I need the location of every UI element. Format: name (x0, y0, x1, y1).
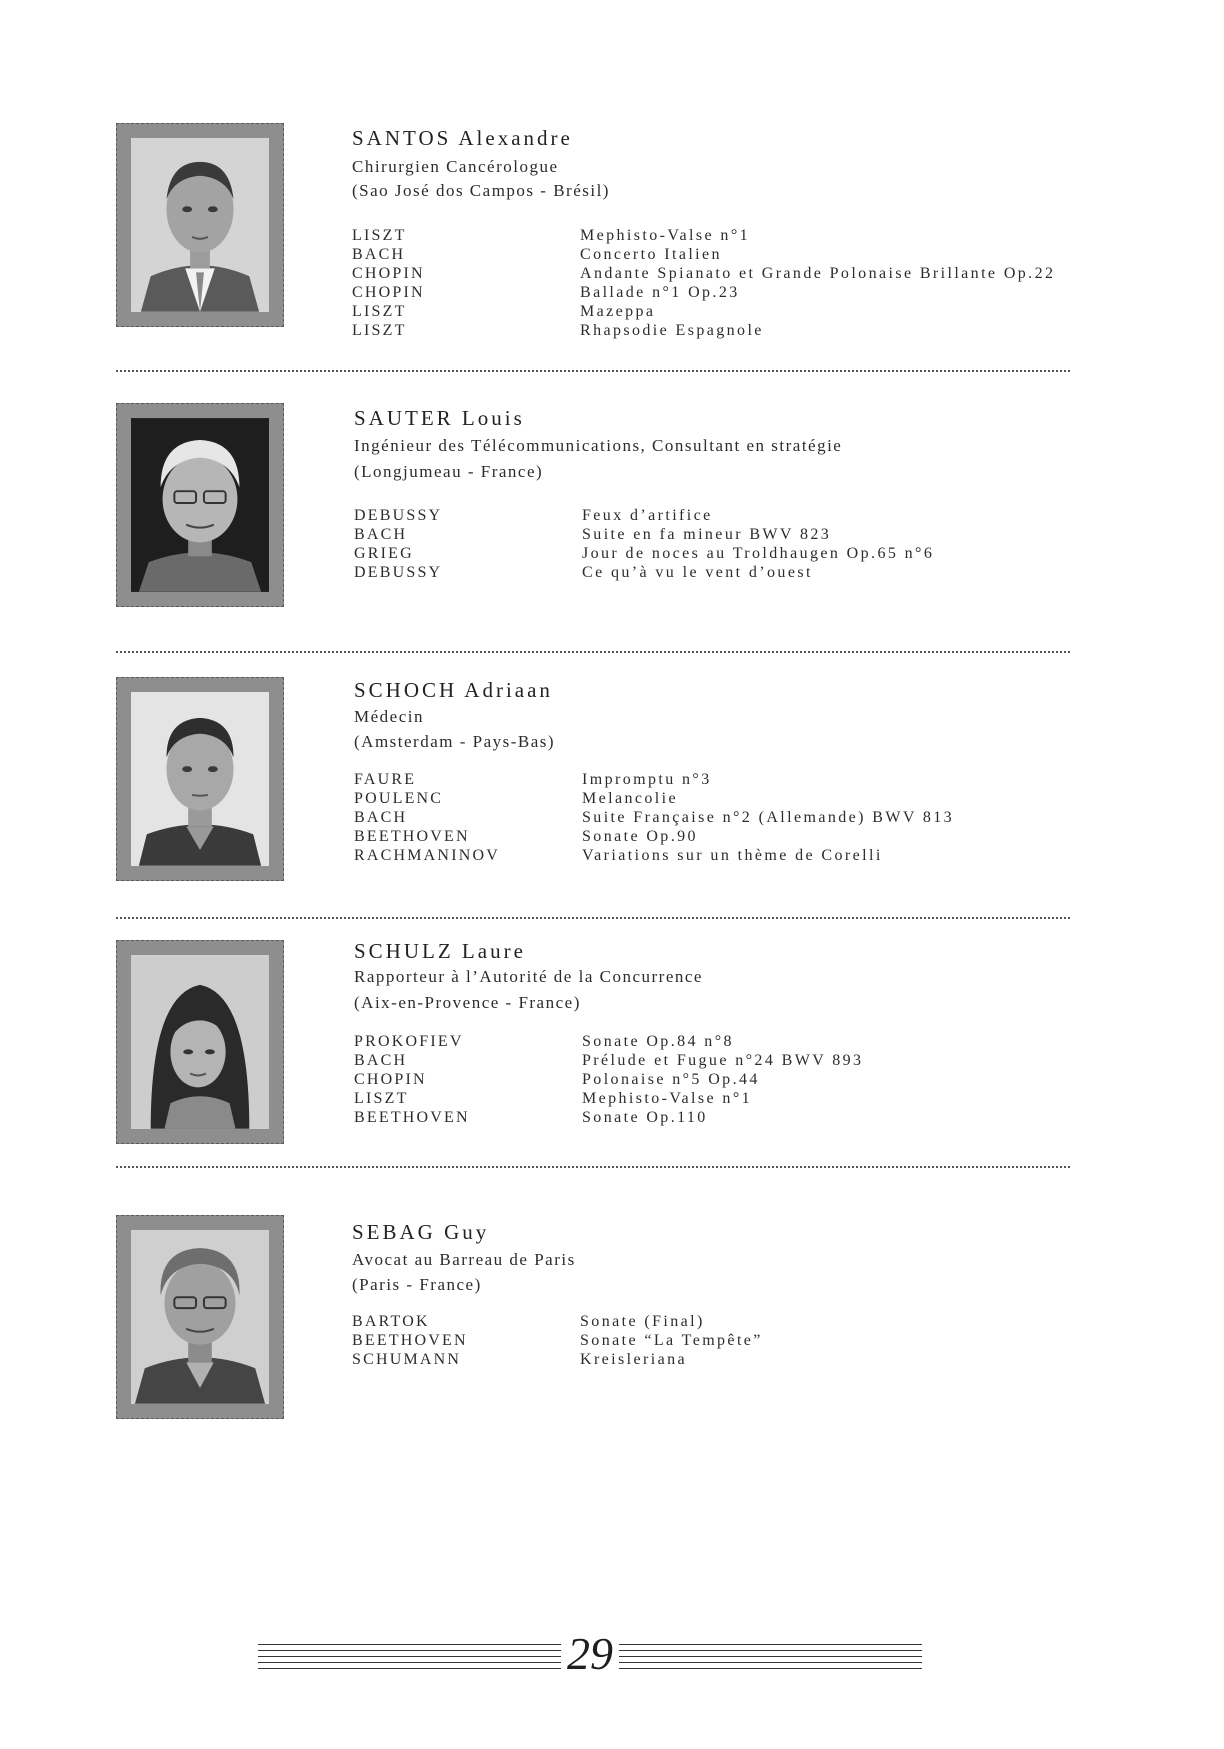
program-item (354, 789, 954, 808)
program-item (352, 302, 1055, 321)
program-item (354, 1108, 863, 1127)
composer: BARTOK (352, 1313, 430, 1330)
program-list (354, 1032, 863, 1127)
portrait-image (131, 138, 269, 312)
composer: CHOPIN (354, 1071, 427, 1088)
composer: PROKOFIEV (354, 1033, 464, 1050)
piece-title: Melancolie (582, 790, 678, 807)
dotted-separator (116, 1166, 1070, 1168)
program-item (354, 1070, 863, 1089)
piece-title: Mazeppa (580, 303, 656, 320)
dotted-separator (116, 917, 1070, 919)
portrait-photo (131, 418, 269, 592)
program-list (352, 1312, 763, 1369)
page-number-text: 29 (561, 1628, 619, 1679)
composer: CHOPIN (352, 265, 425, 282)
program-item (352, 321, 1055, 340)
composer: POULENC (354, 790, 444, 807)
performer-profession: Avocat au Barreau de Paris (352, 1250, 576, 1269)
composer: FAURE (354, 771, 417, 788)
piece-title: Andante Spianato et Grande Polonaise Brillante Op.22 (580, 265, 1056, 282)
composer: BEETHOVEN (354, 828, 470, 845)
composer: DEBUSSY (354, 564, 443, 581)
piece-title: Kreisleriana (580, 1351, 687, 1368)
performer-profession: Ingénieur des Télécommunications, Consultant en stratégie (354, 436, 843, 455)
piece-title: Sonate “La Tempête” (580, 1332, 763, 1349)
program-item (354, 808, 954, 827)
program-item (352, 283, 1055, 302)
composer: DEBUSSY (354, 507, 443, 524)
performer-location: (Longjumeau - France) (354, 462, 544, 481)
composer: BEETHOVEN (352, 1332, 468, 1349)
performer-location: (Paris - France) (352, 1275, 482, 1294)
composer: BACH (354, 526, 408, 543)
program-item (354, 770, 954, 789)
composer: CHOPIN (352, 284, 425, 301)
program-list (354, 770, 954, 865)
program-item (354, 544, 934, 563)
program-item (354, 846, 954, 865)
portrait-frame (116, 403, 284, 607)
performer-name: SEBAG Guy (352, 1220, 490, 1244)
performer-name: SAUTER Louis (354, 406, 525, 430)
page-footer (258, 1628, 922, 1679)
piece-title: Concerto Italien (580, 246, 722, 263)
program-item (352, 264, 1055, 283)
portrait-photo (131, 138, 269, 312)
composer: LISZT (352, 227, 407, 244)
program-item (352, 1331, 763, 1350)
portrait-image (131, 692, 269, 866)
portrait-photo (131, 1230, 269, 1404)
piece-title: Sonate Op.84 n°8 (582, 1033, 734, 1050)
piece-title: Feux d’artifice (582, 507, 713, 524)
program-item (354, 1051, 863, 1070)
performer-location: (Aix-en-Provence - France) (354, 993, 581, 1012)
program-list (354, 506, 934, 582)
piece-title: Sonate (Final) (580, 1313, 705, 1330)
portrait-photo (131, 955, 269, 1129)
composer: GRIEG (354, 545, 414, 562)
portrait-frame (116, 123, 284, 327)
page-number (258, 1628, 922, 1679)
piece-title: Rhapsodie Espagnole (580, 322, 764, 339)
piece-title: Jour de noces au Troldhaugen Op.65 n°6 (582, 545, 935, 562)
portrait-frame (116, 677, 284, 881)
dotted-separator (116, 370, 1070, 372)
composer: LISZT (352, 303, 407, 320)
portrait-image (131, 418, 269, 592)
composer: BACH (352, 246, 406, 263)
portrait-frame (116, 1215, 284, 1419)
program-item (352, 1312, 763, 1331)
performer-location: (Amsterdam - Pays-Bas) (354, 732, 556, 751)
program-item (352, 226, 1055, 245)
composer: SCHUMANN (352, 1351, 462, 1368)
composer: BACH (354, 809, 408, 826)
composer: LISZT (352, 322, 407, 339)
program-item (352, 245, 1055, 264)
composer: BEETHOVEN (354, 1109, 470, 1126)
composer: RACHMANINOV (354, 847, 500, 864)
piece-title: Polonaise n°5 Op.44 (582, 1071, 760, 1088)
performer-name: SCHULZ Laure (354, 939, 526, 963)
program-item (354, 1089, 863, 1108)
piece-title: Sonate Op.110 (582, 1109, 708, 1126)
performer-name: SCHOCH Adriaan (354, 678, 553, 702)
portrait-image (131, 955, 269, 1129)
piece-title: Prélude et Fugue n°24 BWV 893 (582, 1052, 864, 1069)
performer-profession: Chirurgien Cancérologue (352, 157, 559, 176)
program-item (354, 563, 934, 582)
piece-title: Variations sur un thème de Corelli (582, 847, 883, 864)
program-item (354, 827, 954, 846)
program-item (354, 1032, 863, 1051)
portrait-image (131, 1230, 269, 1404)
composer: LISZT (354, 1090, 409, 1107)
performer-profession: Médecin (354, 707, 424, 726)
piece-title: Mephisto-Valse n°1 (580, 227, 751, 244)
piece-title: Impromptu n°3 (582, 771, 712, 788)
program-item (352, 1350, 763, 1369)
performer-location: (Sao José dos Campos - Brésil) (352, 181, 610, 200)
program-list (352, 226, 1055, 340)
portrait-photo (131, 692, 269, 866)
piece-title: Suite en fa mineur BWV 823 (582, 526, 832, 543)
program-item (354, 525, 934, 544)
piece-title: Mephisto-Valse n°1 (582, 1090, 753, 1107)
piece-title: Sonate Op.90 (582, 828, 698, 845)
piece-title: Ce qu’à vu le vent d’ouest (582, 564, 813, 581)
performer-name: SANTOS Alexandre (352, 126, 573, 150)
program-item (354, 506, 934, 525)
dotted-separator (116, 651, 1070, 653)
portrait-frame (116, 940, 284, 1144)
piece-title: Suite Française n°2 (Allemande) BWV 813 (582, 809, 955, 826)
composer: BACH (354, 1052, 408, 1069)
piece-title: Ballade n°1 Op.23 (580, 284, 740, 301)
performer-profession: Rapporteur à l’Autorité de la Concurrence (354, 967, 703, 986)
